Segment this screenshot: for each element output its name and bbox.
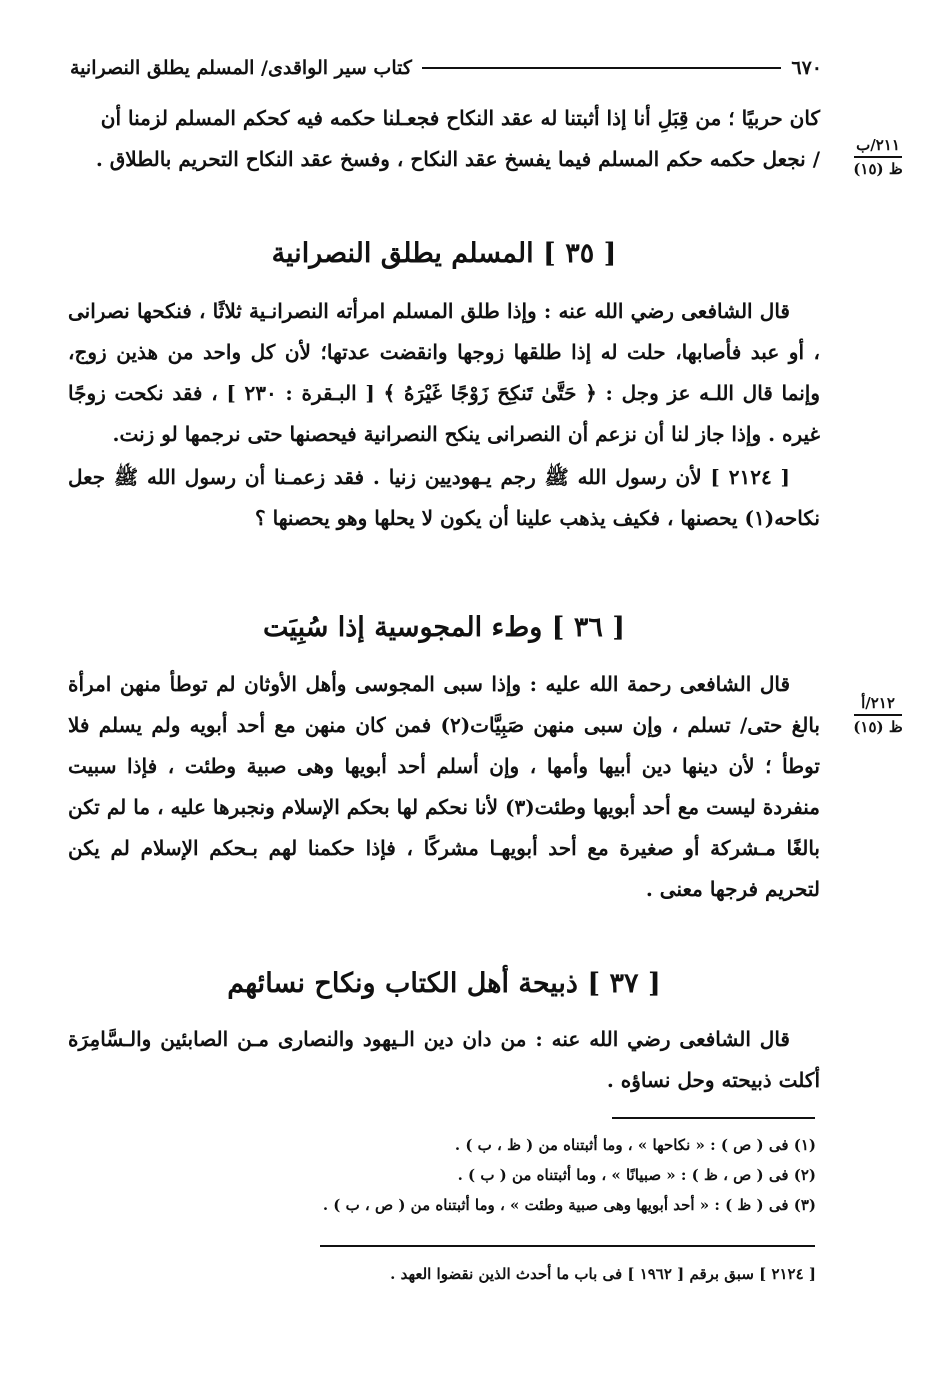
footnotes [68, 1130, 816, 1220]
footnote-2: (٢) فى ( ص ، ظ ) : « صبيانًا » ، وما أثبتناه من ( ب ) . [457, 1166, 816, 1184]
margin-note-folio: ٢١١/ب [856, 136, 900, 154]
header-rule [422, 67, 781, 69]
section-heading-35: [ ٣٥ ] المسلم يطلق النصرانية [271, 238, 617, 269]
hadith-reference-note: [ ٢١٢٤ ] سبق برقم [ ١٩٦٢ ] فى باب ما أحدث الذين نقضوا العهد . [390, 1265, 816, 1283]
footnote-separator [612, 1117, 815, 1119]
footnote-3: (٣) فى ( ظ ) : « أحد أبويها وهى صبية وطئت » ، وما أثبتناه من ( ص ، ب ) . [322, 1196, 816, 1214]
running-title: كتاب سير الواقدى/ المسلم يطلق النصرانية [70, 57, 412, 79]
section-35-body [68, 291, 820, 539]
section-heading-37: [ ٣٧ ] ذبيحة أهل الكتاب ونكاح نسائهم [227, 968, 661, 999]
section-37-body [68, 1019, 820, 1101]
margin-note-folio-212a [848, 694, 908, 736]
margin-note-folio-211b [848, 136, 908, 178]
margin-note-manuscript: ظ (١٥) [853, 160, 903, 178]
margin-note-manuscript: ظ (١٥) [853, 718, 903, 736]
section-35-paragraph-1: قال الشافعى رضي الله عنه : وإذا طلق المسلم امرأته النصرانـية ثلاثًا ، فنكحها نصرانى ، أو عبد فأصابها، حلت له إذا طلقها زوجها وانقضت عدتها؛ لأن كل واحد من هذين زوج، وإنما قال اللـه عز وجل : ﴿ حَتَّىٰ تَنكِحَ زَوْجًا غَيْرَهُ ﴾ [ البـقرة : ٢٣٠ ] ، فقد نكحت زوجًا غيره . وإذا جاز لنا أن نزعم أن النصرانى ينكح النصرانية فيحصنها حتى نرجمها لو زنت. [68, 299, 820, 446]
section-37-paragraph-1: قال الشافعى رضي الله عنه : من دان دين الـيهود والنصارى مـن الصابئين والـسَّامِرَة أكلت ذبيحته وحل نساؤه . [68, 1027, 820, 1092]
margin-note-folio: ٢١٢/أ [861, 694, 895, 712]
running-header [70, 50, 822, 86]
page-number: ٦٧٠ [791, 57, 822, 79]
intro-line-2: / نجعل حكمه حكم المسلم فيما يفسخ عقد النكاح ، وفسخ عقد النكاح التحريم بالطلاق . [95, 147, 820, 171]
intro-paragraph [68, 98, 820, 180]
section-36-body [68, 664, 820, 910]
intro-line-1: كان حربيًا ؛ من قِبَلِ أنا إذا أثبتنا له عقد النكاح فجعـلنا حكمه فيه كحكم المسلم لزمنا أن [100, 106, 820, 130]
section-heading-36: [ ٣٦ ] وطء المجوسية إذا سُبِيَت [262, 612, 626, 643]
footnote-1: (١) فى ( ص ) : « نكاحها » ، وما أثبتناه من ( ظ ، ب ) . [454, 1136, 816, 1154]
section-35-paragraph-2: [ ٢١٢٤ ] لأن رسول الله ﷺ رجم يـهوديين زنيا . فقد زعمـنا أن رسول الله ﷺ جعل نكاحه(١) يحصنها ، فكيف يذهب علينا أن يكون لا يحلها وهو يحصنها ؟ [68, 465, 820, 530]
reference-separator [320, 1245, 815, 1247]
section-36-paragraph-1: قال الشافعى رحمة الله عليه : وإذا سبى المجوسى وأهل الأوثان لم توطأ منهن امرأة بالغ حتى/ تسلم ، وإن سبى منهن صَبِيَّات(٢) فمن كان منهن مع أحد أبويه ولم يسلم فلا توطأ ؛ لأن دينها دين أبيها وأمها ، وإن أسلم أحد أبويها وهى صبية وطئت ، فإذا سبيت منفردة ليست مع أحد أبويها وطئت(٣) لأنا نحكم لها بحكم الإسلام ونجبرها عليه ، ما لم تكن بالغًا مـشركة أو صغيرة مع أحد أبويهـا مشركًا ، فإذا حكمنا لهم بـحكم الإسلام لم يكن لتحريم فرجها معنى . [68, 672, 821, 901]
